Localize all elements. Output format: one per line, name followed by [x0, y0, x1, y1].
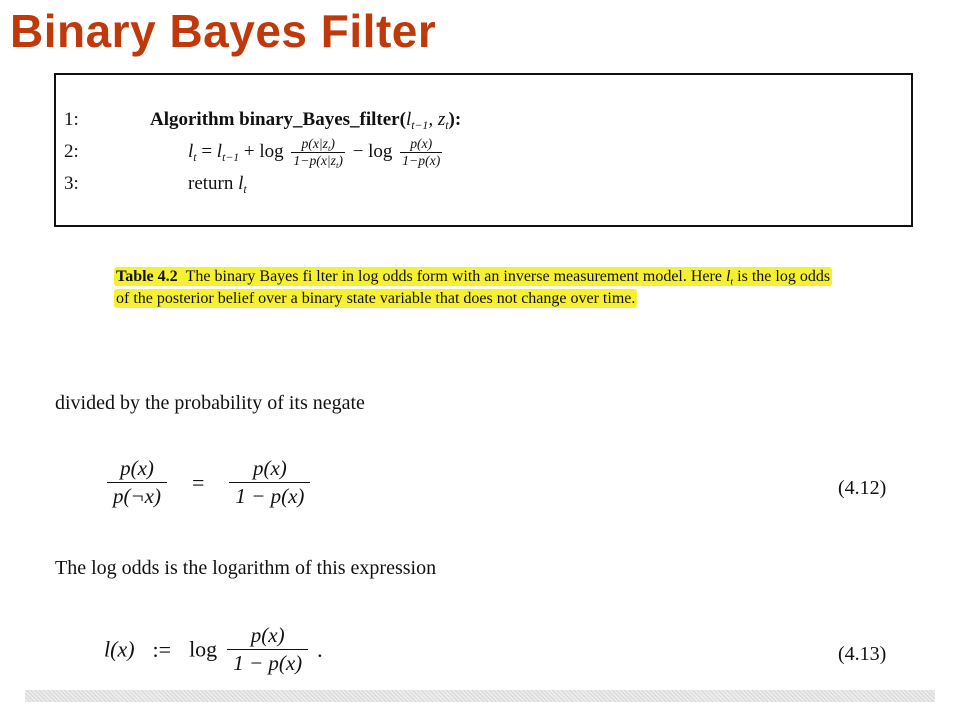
frac-num-close: )	[330, 136, 335, 152]
log-operator: log	[189, 636, 218, 662]
lhs-sub: t	[193, 151, 197, 165]
odds-rhs-fraction	[229, 458, 310, 507]
inverse-model-fraction	[291, 136, 345, 171]
update-formula	[188, 135, 445, 169]
return-keyword: return	[188, 173, 239, 194]
caption-highlight	[114, 267, 832, 308]
equation-number: (4.12)	[838, 477, 887, 499]
equals-sign: =	[196, 141, 217, 162]
define-operator: :=	[152, 636, 172, 662]
prior-fraction	[400, 137, 442, 167]
return-statement	[188, 167, 247, 201]
arg-z-sub: t	[445, 119, 449, 133]
equation-number: (4.13)	[838, 643, 887, 665]
line-number: 3:	[64, 173, 79, 194]
arg-l-sub: t−1	[411, 119, 429, 133]
equation-period: .	[317, 636, 323, 662]
algorithm-keyword: Algorithm binary_Bayes_filter(	[150, 109, 406, 130]
table-caption	[114, 266, 844, 309]
minus-log: − log	[347, 141, 398, 162]
arg-l: l	[405, 109, 412, 130]
prev-sub: t−1	[222, 151, 240, 165]
equals-operator: =	[191, 469, 205, 495]
prev-l: l	[216, 141, 223, 162]
log-denominator: 1 − p(x)	[227, 649, 308, 674]
algorithm-header	[150, 103, 461, 137]
lhs-denominator: p(¬x)	[107, 482, 167, 507]
return-var-sub: t	[243, 183, 247, 197]
return-var: l	[238, 173, 244, 194]
log-odds-fraction	[227, 625, 308, 674]
log-numerator: p(x)	[250, 623, 285, 647]
caption-var: l	[725, 268, 731, 285]
algorithm-box	[54, 73, 913, 227]
frac-den-sub: t	[336, 160, 339, 171]
body-paragraph-1: divided by the probability of its negate	[55, 392, 365, 414]
prior-numerator: p(x)	[410, 136, 433, 152]
plus-log: + log	[239, 141, 289, 162]
equation-4-13	[104, 625, 323, 674]
frac-denominator: 1−p(x|z	[293, 153, 337, 169]
lhs-l: l	[188, 141, 194, 162]
algorithm-close: ):	[448, 109, 462, 130]
footer-strip	[25, 690, 935, 702]
frac-den-close: )	[338, 153, 343, 169]
caption-label: Table 4.2	[116, 268, 178, 285]
odds-lhs-fraction	[107, 458, 167, 507]
body-paragraph-2: The log odds is the logarithm of this expression	[55, 557, 437, 579]
equation-4-12	[104, 458, 313, 507]
rhs-denominator: 1 − p(x)	[229, 482, 310, 507]
caption-var-sub: t	[730, 276, 734, 288]
prior-denominator: 1−p(x)	[402, 153, 441, 169]
rhs-numerator: p(x)	[252, 456, 287, 480]
caption-text-after: is the log odds of the posterior belief over a binary state variable that does not change over time.	[116, 268, 831, 307]
arg-z: , z	[428, 109, 446, 130]
line-number: 2:	[64, 141, 79, 162]
log-odds-lhs: l(x)	[104, 636, 135, 662]
line-number: 1:	[64, 109, 79, 130]
frac-numerator: p(x|z	[301, 136, 328, 152]
caption-text-before: The binary Bayes fi lter in log odds form with an inverse measurement model. Here	[185, 268, 726, 285]
frac-num-sub: t	[327, 143, 331, 154]
slide-title: Binary Bayes Filter	[10, 5, 437, 57]
lhs-numerator: p(x)	[120, 456, 154, 480]
